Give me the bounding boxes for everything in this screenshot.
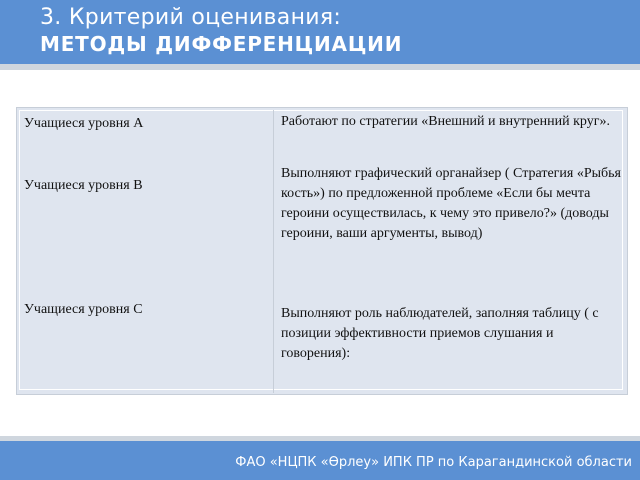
level-b-task: Выполняют графический органайзер ( Стратегия «Рыбья кость») по предложенной проблеме «Если бы мечта героини осуществилась, к чему это привело?» (доводы героини, ваши аргументы, вывод) [281,166,621,241]
level-c-label: Учащиеся уровня С [24,302,143,317]
header-divider [0,64,640,70]
slide-title [40,4,630,58]
title-line-2: МЕТОДЫ ДИФФЕРЕНЦИАЦИИ [40,32,403,56]
slide-footer [0,441,640,480]
level-b-label: Учащиеся уровня В [24,178,143,193]
slide-header [0,0,640,64]
table-column-divider [273,110,274,393]
level-c-task: Выполняют роль наблюдателей, заполняя таблицу ( с позиции эффективности приемов слушания и говорения): [281,306,599,361]
level-a-label: Учащиеся уровня А [24,116,144,131]
level-a-task: Работают по стратегии «Внешний и внутренний круг». [281,114,610,129]
footer-organization: ФАО «НЦПК «Өрлеу» ИПК ПР по Карагандинской области [235,455,632,470]
title-line-1: 3. Критерий оценивания: [40,5,342,30]
